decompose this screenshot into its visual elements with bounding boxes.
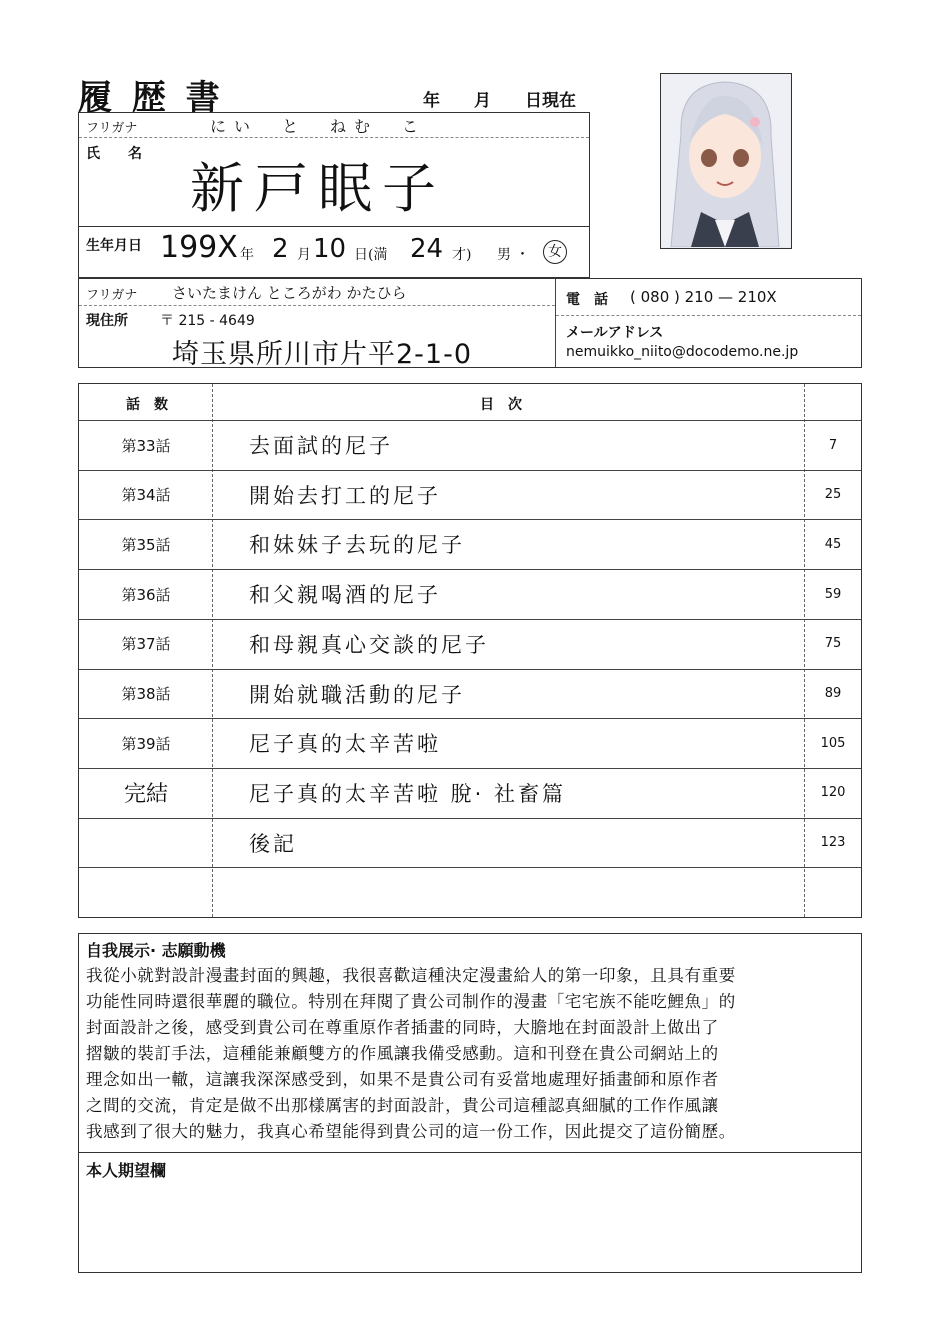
toc-title: 和妹妹子去玩的尼子 bbox=[249, 533, 465, 558]
toc-episode: 第39話 bbox=[121, 734, 171, 753]
toc-page: 105 bbox=[820, 735, 846, 751]
toc-row bbox=[79, 420, 862, 470]
toc-page: 45 bbox=[824, 536, 842, 552]
name-furigana-label: フリガナ bbox=[86, 121, 138, 136]
name-furigana-value: にい と ねむ こ bbox=[210, 117, 427, 136]
toc-row bbox=[79, 669, 862, 719]
birth-label: 生年月日 bbox=[86, 238, 142, 254]
toc-row bbox=[79, 569, 862, 619]
toc-row bbox=[79, 867, 862, 917]
wishes-box bbox=[78, 1152, 862, 1273]
toc-title: 尼子真的太辛苦啦 bbox=[249, 732, 441, 757]
name-value: 新戸眠子 bbox=[190, 157, 446, 220]
motivation-label: 自我展示· 志願動機 bbox=[86, 941, 226, 960]
date-label: 年 月 日現在 bbox=[423, 91, 576, 111]
name-label: 氏 名 bbox=[86, 146, 142, 162]
toc-row bbox=[79, 619, 862, 669]
toc-title: 尼子真的太辛苦啦 脫· 社畜篇 bbox=[249, 781, 567, 806]
toc-page: 120 bbox=[820, 785, 846, 801]
toc-page: 59 bbox=[824, 586, 842, 602]
toc-episode: 第35話 bbox=[121, 535, 171, 554]
toc-page: 7 bbox=[828, 437, 838, 453]
toc-title: 開始就職活動的尼子 bbox=[249, 682, 465, 707]
gender-selected: 女 bbox=[543, 240, 567, 264]
motivation-text-line: 我從小就對設計漫畫封面的興趣，我很喜歡這種決定漫畫給人的第一印象，且具有重要 bbox=[86, 966, 736, 985]
toc-episode bbox=[79, 867, 213, 917]
birth-month: 2 bbox=[272, 234, 289, 264]
toc-episode: 第34話 bbox=[121, 486, 171, 505]
toc-title: 和父親喝酒的尼子 bbox=[249, 583, 441, 608]
toc-title: 和母親真心交談的尼子 bbox=[249, 632, 489, 657]
motivation-text-line: 摺皺的裝訂手法，這種能兼顧雙方的作風讓我備受感動。這和刊登在貴公司網站上的 bbox=[86, 1044, 719, 1063]
toc-row bbox=[79, 768, 862, 818]
birth-age: 24 bbox=[410, 234, 444, 264]
photo bbox=[660, 73, 792, 249]
toc-title: 後記 bbox=[249, 831, 297, 856]
motivation-text-line: 理念如出一轍，這讓我深深感受到，如果不是貴公司有妥當地處理好插畫師和原作者 bbox=[86, 1070, 719, 1089]
address-furigana-label: フリガナ bbox=[86, 288, 138, 303]
wishes-label: 本人期望欄 bbox=[86, 1161, 167, 1180]
toc-episode: 第38話 bbox=[121, 685, 171, 703]
birth-day-unit: 日(満 bbox=[354, 247, 388, 263]
birth-year-unit: 年 bbox=[240, 247, 254, 263]
toc-page: 25 bbox=[824, 487, 842, 503]
email-label: メールアドレス bbox=[566, 325, 664, 341]
postal-code: 〒 215 - 4649 bbox=[160, 313, 255, 329]
page-title: 履 歴 書 bbox=[78, 78, 224, 118]
toc-episode: 第33話 bbox=[121, 436, 171, 455]
address-label: 現住所 bbox=[86, 313, 128, 329]
portrait-illustration bbox=[661, 74, 790, 247]
toc-episode bbox=[79, 818, 213, 868]
toc-episode: 第36話 bbox=[121, 585, 171, 604]
birth-month-unit: 月 bbox=[297, 247, 311, 263]
birth-age-unit: 才) bbox=[452, 247, 472, 263]
toc-title: 去面試的尼子 bbox=[249, 434, 393, 458]
toc-row bbox=[79, 519, 862, 569]
toc-episode: 第37話 bbox=[121, 635, 171, 654]
address-value: 埼玉県所川市片平2-1-0 bbox=[172, 339, 473, 370]
toc-row bbox=[79, 818, 862, 868]
toc-page: 123 bbox=[820, 835, 846, 851]
birth-year: 199X bbox=[160, 230, 238, 265]
toc-row bbox=[79, 718, 862, 768]
email-value: nemuikko_niito@docodemo.ne.jp bbox=[566, 344, 799, 360]
motivation-text-line: 封面設計之後，感受到貴公司在尊重原作者插畫的同時，大膽地在封面設計上做出了 bbox=[86, 1018, 719, 1037]
toc-episode: 完結 bbox=[123, 782, 168, 808]
toc-page: 75 bbox=[824, 636, 842, 652]
motivation-text-line: 之間的交流，肯定是做不出那樣厲害的封面設計，貴公司這種認真細膩的工作作風讓 bbox=[86, 1096, 719, 1115]
toc-episode-header: 話 数 bbox=[126, 397, 168, 413]
birth-day: 10 bbox=[313, 234, 347, 264]
motivation-text-line: 我感到了很大的魅力，我真心希望能得到貴公司的這一份工作，因此提交了這份簡歷。 bbox=[86, 1122, 736, 1141]
toc-page bbox=[804, 867, 862, 917]
gender-options: 男 ・ bbox=[497, 247, 530, 263]
phone-label: 電 話 bbox=[566, 292, 608, 308]
motivation-text-line: 功能性同時還很華麗的職位。特別在拜閱了貴公司制作的漫畫「宅宅族不能吃鯉魚」的 bbox=[86, 992, 736, 1011]
toc-row bbox=[79, 470, 862, 520]
toc-page: 89 bbox=[824, 686, 842, 701]
phone-value: ( 080 ) 210 — 210X bbox=[630, 288, 777, 306]
toc-title-header: 目 次 bbox=[480, 397, 522, 413]
address-furigana-value: さいたまけん ところがわ かたひら bbox=[172, 284, 407, 302]
toc-title: 開始去打工的尼子 bbox=[249, 483, 441, 508]
